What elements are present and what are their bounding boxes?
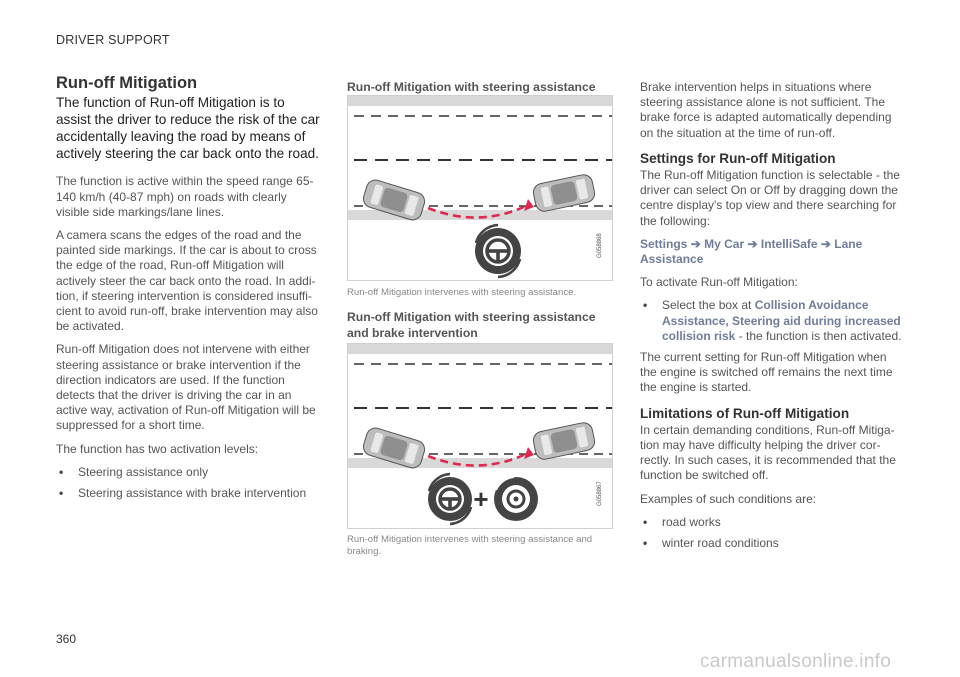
select-prefix: Select the box at <box>662 298 755 313</box>
figure-1 <box>347 95 613 281</box>
limitations-heading: Limitations of Run-off Mitigation <box>640 405 850 421</box>
figure-code: G058867 <box>597 481 603 506</box>
list-item-text: Steering assistance with brake intervention <box>78 486 307 501</box>
list-item <box>640 298 904 344</box>
road-edge-top <box>348 344 612 354</box>
figure-2 <box>347 343 613 529</box>
list-item <box>640 536 904 551</box>
bullet-icon: • <box>643 514 648 529</box>
section-title: Run-off Mitigation <box>56 74 198 92</box>
bullet-icon: • <box>59 464 64 479</box>
running-header: DRIVER SUPPORT <box>56 33 170 47</box>
brake-disc-icon <box>494 477 538 521</box>
bullet-icon: • <box>643 536 648 551</box>
paragraph-limitations: In certain demanding conditions, Run-off Mitiga-tion may have difficulty helping the driver cor-rectly. In such cases, it is recommended that the function be switched off. <box>640 422 896 483</box>
arrow-right-icon: ➔ <box>747 236 758 251</box>
paragraph-speed-range: The function is active within the speed range 65-140 km/h (40-87 mph) on roads with clearly visible side markings/lane lines. <box>56 174 314 219</box>
intro-paragraph: The function of Run-off Mitigation is to assist the driver to reduce the risk of the car accidentally leaving the road by means of actively steering the car back onto the road. <box>56 95 320 161</box>
paragraph-brake-intervention: Brake intervention helps in situations where steering assistance alone is not sufficient. The brake force is adapted automatically depending on the situation at the time of run-off. <box>640 80 892 140</box>
figure-1-caption: Run-off Mitigation intervenes with steering assistance. <box>347 287 577 298</box>
paragraph-levels: The function has two activation levels: <box>56 441 259 456</box>
paragraph-settings: The Run-off Mitigation function is selectable - the driver can select On or Off by dragging down the centre display's top view and there searching for the following: <box>640 168 900 228</box>
settings-heading: Settings for Run-off Mitigation <box>640 150 836 166</box>
arrow-right-icon: ➔ <box>820 236 831 251</box>
arrow-right-icon: ➔ <box>690 236 701 251</box>
bullet-icon: • <box>643 298 648 313</box>
menu-path-my-car: My Car <box>704 236 745 251</box>
figure-1-heading: Run-off Mitigation with steering assistance <box>347 80 596 94</box>
menu-path <box>640 237 904 267</box>
menu-path-lane-assistance: Lane Assistance <box>640 236 863 267</box>
list-item-text: Steering assistance only <box>78 464 209 479</box>
menu-path-intellisafe: IntelliSafe <box>760 236 818 251</box>
steering-wheel-icon <box>475 225 521 277</box>
list-item <box>56 465 320 480</box>
bullet-icon: • <box>59 486 64 501</box>
paragraph-suppression: Run-off Mitigation does not intervene with either steering assistance or brake intervention if the direction indicators are used. If the function detects that the driver is driving the car in an active way, activation of Run-off Mitigation will be suppressed for a short time. <box>56 342 316 433</box>
figure-2-heading-block <box>347 309 613 341</box>
page-number: 360 <box>56 632 77 646</box>
list-item <box>56 486 320 501</box>
figure-2-illustration <box>348 344 612 528</box>
figure-code: G058868 <box>597 233 603 258</box>
figure-2-caption: Run-off Mitigation intervenes with steering assistance and braking. <box>347 534 593 557</box>
road-edge-top <box>348 96 612 106</box>
trajectory-arrow-head <box>524 199 534 211</box>
watermark: carmanualsonline.info <box>700 651 892 672</box>
trajectory-arrow-head <box>524 447 534 459</box>
figure-2-heading: Run-off Mitigation with steering assistance and brake intervention <box>347 310 596 340</box>
column-1 <box>56 76 320 507</box>
paragraph-activate: To activate Run-off Mitigation: <box>640 275 798 290</box>
select-suffix: - the function is then activated. <box>735 328 902 343</box>
plus-sign: + <box>473 484 489 514</box>
list-item <box>640 515 904 530</box>
figure-1-illustration <box>348 96 612 280</box>
list-item-text <box>662 298 904 344</box>
paragraph-camera: A camera scans the edges of the road and the painted side markings. If the car is about to cross the edge of the road, Run-off Mitigation will actively steer the car back onto the road. In addi-tion, if steering intervention is considered insuffi-cient to avoid run-off, brake intervention may also be activated. <box>56 228 318 334</box>
menu-path-settings: Settings <box>640 236 688 251</box>
car-end-icon <box>532 173 597 213</box>
paragraph-current-setting: The current setting for Run-off Mitigation when the engine is switched off remains the next time the engine is started. <box>640 350 893 395</box>
setting-option: Collision Avoidance Assistance, Steering aid during increased collision risk <box>662 298 901 343</box>
steering-wheel-icon <box>428 474 472 524</box>
column-3 <box>640 80 904 557</box>
column-2 <box>347 79 613 95</box>
list-item-text: winter road conditions <box>662 536 779 551</box>
paragraph-examples: Examples of such conditions are: <box>640 491 817 506</box>
list-item-text: road works <box>662 514 721 529</box>
car-end-icon <box>532 421 597 461</box>
